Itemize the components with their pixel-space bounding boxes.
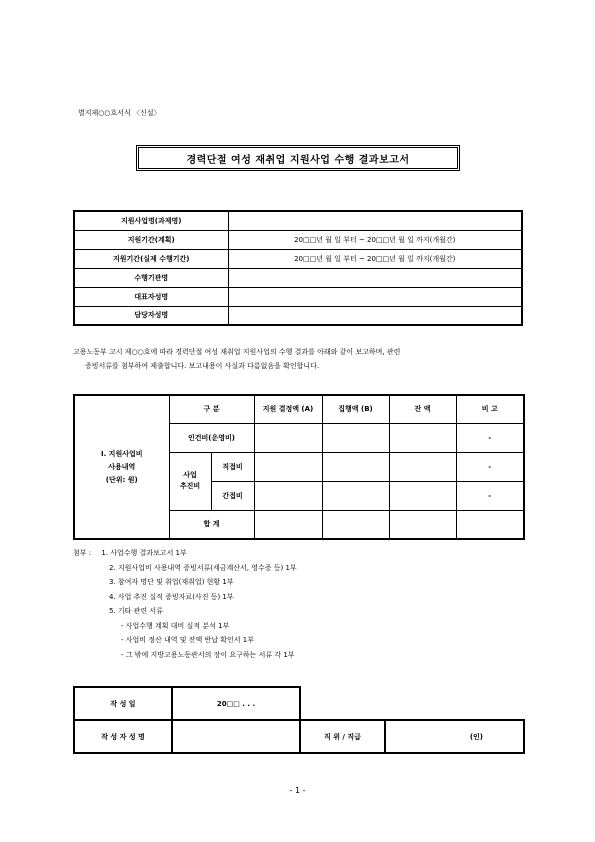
cell-remark: - [456,423,524,452]
row-sublabel: 직접비 [211,452,254,481]
intro-line: 고용노동부 고시 제○○호에 따라 경력단절 여성 재취업 지원사업의 수행 결과를 아래와 같이 보고하며, 관련 [73,348,401,356]
note-item: 4. 사업 추진 실적 증빙자료(사진 등) 1부 [109,592,234,601]
header-spent-amount: 집행액 (B) [322,395,389,423]
author-label: 작 성 자 성 명 [74,720,172,753]
cell-input[interactable] [322,510,389,539]
table-header-row [74,395,524,423]
row-group-label [169,452,211,510]
row-group-label-line: 사업 [183,471,197,479]
section-unit: (단위: 원) [105,475,138,484]
info-row [74,249,522,268]
cell-input[interactable] [254,481,322,510]
author-field[interactable] [172,720,300,753]
signature-table [73,686,525,754]
row-label: 인건비(운영비) [169,423,254,452]
note-subitem: - 그 밖에 지방고용노동관서의 장이 요구하는 서류 각 1부 [121,650,295,659]
note-item: 3. 참여자 명단 및 취업(재취업) 현황 1부 [109,578,234,586]
row-sublabel: 간접비 [211,481,254,510]
cell-input[interactable] [322,423,389,452]
row-group-label-line: 추진비 [179,482,201,490]
info-value[interactable]: 20□□년 월 일 부터 ~ 20□□년 월 일 까지(개월간) [228,230,522,249]
note-subitem: - 사업비 정산 내역 및 잔액 반납 확인서 1부 [121,636,254,644]
cell-input[interactable] [322,452,389,481]
note-item: 5. 기타 관련 서류 [109,607,163,615]
section-label: Ⅰ. 지원사업비 [100,449,143,458]
page-number: - 1 - [289,786,306,795]
cell-input[interactable] [254,423,322,452]
date-label: 작 성 일 [74,687,172,720]
info-value[interactable] [228,211,522,230]
header-remarks: 비 고 [456,395,524,423]
info-value[interactable] [228,306,522,325]
position-label: 직 위 / 직급 [300,720,385,753]
header-category: 구 분 [169,395,254,423]
cell-input[interactable] [254,510,322,539]
cell-input[interactable] [389,452,456,481]
cell-input[interactable] [389,510,456,539]
info-value[interactable] [228,268,522,287]
info-label: 담당자성명 [74,306,228,325]
section-label: 사용내역 [108,462,136,471]
header-balance: 잔 액 [389,395,456,423]
intro-line: 증빙서류를 첨부하여 제출합니다. 보고내용이 사실과 다름없음을 확인합니다. [85,362,320,370]
note-item: 2. 지원사업비 사용내역 증빙서류(세금계산서, 영수증 등) 1부 [109,563,297,572]
info-row [74,287,522,306]
form-label: 별지제○○호서식 〈신설〉 [78,109,161,117]
note-item: 1. 사업수행 결과보고서 1부 [101,549,187,557]
info-row [74,268,522,287]
total-label: 합 계 [169,510,254,539]
info-label: 지원기간(계획) [74,230,228,249]
header-approved-amount: 지원 결정액 (A) [254,395,322,423]
document-title: 경력단절 여성 재취업 지원사업 수행 결과보고서 [136,145,460,171]
author-row [74,720,524,753]
info-label: 대표자성명 [74,287,228,306]
note-line [73,546,528,561]
cell-input[interactable] [456,510,524,539]
cell-input[interactable] [254,452,322,481]
expense-table [73,394,525,540]
info-table [73,210,523,326]
info-label: 수행기관명 [74,268,228,287]
cell-input[interactable] [322,481,389,510]
intro-paragraph [73,345,528,373]
cell-input[interactable] [389,481,456,510]
cell-remark: - [456,481,524,510]
date-field[interactable]: 20□□ . . . [172,687,300,720]
section-label-cell [74,395,169,539]
info-row [74,211,522,230]
info-label: 지원기간(실제 수행기간) [74,249,228,268]
info-row [74,306,522,325]
info-label: 지원사업명(과제명) [74,211,228,230]
info-value[interactable]: 20□□년 월 일 부터 ~ 20□□년 월 일 까지(개월간) [228,249,522,268]
signature-field[interactable]: (인) [385,720,524,753]
date-row [74,687,524,720]
attachments-notes [73,546,528,662]
cell-input[interactable] [389,423,456,452]
info-value[interactable] [228,287,522,306]
info-row [74,230,522,249]
note-prefix: 첨부 : [73,549,92,557]
cell-remark: - [456,452,524,481]
note-subitem: - 사업수행 계획 대비 실적 분석 1부 [121,621,230,630]
